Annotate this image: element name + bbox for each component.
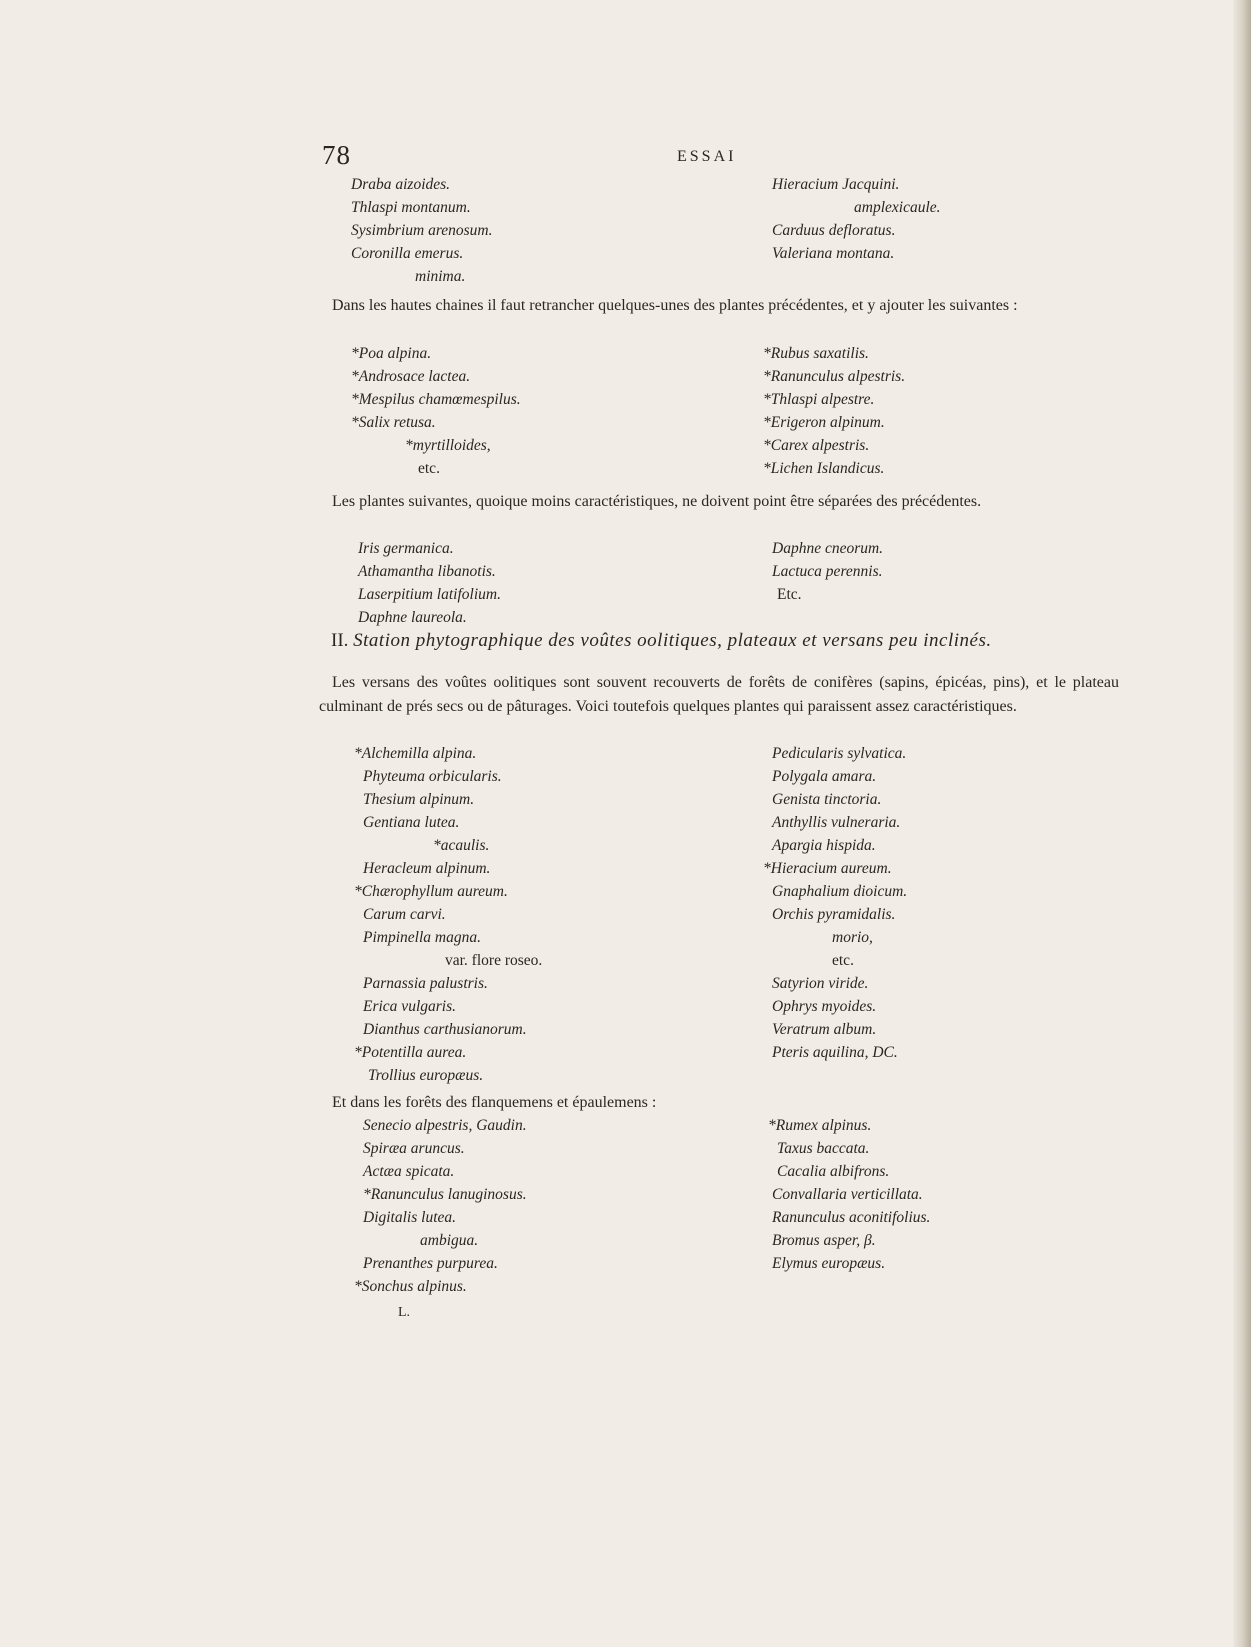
list-item: *Alchemilla alpina. xyxy=(354,745,477,762)
list-item: Sysimbrium arenosum. xyxy=(351,222,493,239)
list-item: Draba aizoides. xyxy=(351,176,451,193)
list-item: Digitalis lutea. xyxy=(363,1209,456,1226)
list-item: Gentiana lutea. xyxy=(363,814,460,831)
list-item: Ophrys myoides. xyxy=(772,998,877,1015)
list-item: *Lichen Islandicus. xyxy=(763,460,885,477)
list-row xyxy=(0,929,1251,952)
list-row xyxy=(0,540,1251,563)
list-row xyxy=(0,1278,1251,1301)
list-item: Laserpitium latifolium. xyxy=(358,586,501,603)
list-item: *Poa alpina. xyxy=(351,345,432,362)
list-row xyxy=(0,998,1251,1021)
list-item: Parnassia palustris. xyxy=(363,975,488,992)
list-row xyxy=(0,745,1251,768)
list-item: *Sonchus alpinus. xyxy=(354,1278,467,1295)
list-item: *Erigeron alpinum. xyxy=(763,414,885,431)
list-item: Phyteuma orbicularis. xyxy=(363,768,502,785)
list-item: Anthyllis vulneraria. xyxy=(772,814,901,831)
list-row xyxy=(0,837,1251,860)
list-item: Apargia hispida. xyxy=(772,837,876,854)
list-row xyxy=(0,906,1251,929)
list-row xyxy=(0,952,1251,975)
list-item: *Thlaspi alpestre. xyxy=(763,391,875,408)
list-item: Carduus defloratus. xyxy=(772,222,896,239)
list-row xyxy=(0,586,1251,609)
list-item: *Chærophyllum aureum. xyxy=(354,883,508,900)
list-row xyxy=(0,563,1251,586)
signature-row xyxy=(0,1305,1251,1328)
list-item: Ranunculus aconitifolius. xyxy=(772,1209,931,1226)
list-row xyxy=(0,245,1251,268)
list-row xyxy=(0,1255,1251,1278)
list-item: Veratrum album. xyxy=(772,1021,877,1038)
list-item: Bromus asper, β. xyxy=(772,1232,876,1249)
list-item: morio, xyxy=(832,929,873,946)
list-item: etc. xyxy=(418,460,440,477)
list-row xyxy=(0,883,1251,906)
list-item: *Carex alpestris. xyxy=(763,437,870,454)
list-item: Valeriana montana. xyxy=(772,245,895,262)
list-item: Senecio alpestris, Gaudin. xyxy=(363,1117,527,1134)
list-item: *Androsace lactea. xyxy=(351,368,471,385)
list-item: Elymus europæus. xyxy=(772,1255,886,1272)
signature: L. xyxy=(398,1305,411,1320)
list-row xyxy=(0,609,1251,632)
list-item: Spiræa aruncus. xyxy=(363,1140,465,1157)
paragraph: Les plantes suivantes, quoique moins caractéristiques, ne doivent point être séparées des précédentes. xyxy=(332,493,982,510)
list-item: Actæa spicata. xyxy=(363,1163,455,1180)
list-item: Hieracium Jacquini. xyxy=(772,176,900,193)
list-item: *Ranunculus lanuginosus. xyxy=(363,1186,527,1203)
list-item: *Mespilus chamœmespilus. xyxy=(351,391,521,408)
list-item: Iris germanica. xyxy=(358,540,454,557)
list-item: Thesium alpinum. xyxy=(363,791,475,808)
list-item: Pedicularis sylvatica. xyxy=(772,745,907,762)
list-row xyxy=(0,768,1251,791)
section-heading xyxy=(331,630,1121,652)
list-item: *Rubus saxatilis. xyxy=(763,345,869,362)
list-item: Daphne cneorum. xyxy=(772,540,884,557)
list-item: Etc. xyxy=(777,586,802,603)
list-item: Athamantha libanotis. xyxy=(358,563,496,580)
list-item: Genista tinctoria. xyxy=(772,791,882,808)
page-header xyxy=(0,140,1251,172)
list-item: var. flore roseo. xyxy=(445,952,543,969)
paragraph: Dans les hautes chaines il faut retrancher quelques-unes des plantes précédentes, et y ajouter les suivantes : xyxy=(332,297,1018,314)
list-row xyxy=(0,391,1251,414)
list-item: *Hieracium aureum. xyxy=(763,860,892,877)
list-item: Heracleum alpinum. xyxy=(363,860,491,877)
list-item: Dianthus carthusianorum. xyxy=(363,1021,527,1038)
list-item: Thlaspi montanum. xyxy=(351,199,471,216)
list-item: Daphne laureola. xyxy=(358,609,467,626)
paragraph: Et dans les forêts des flanquemens et épaulemens : xyxy=(332,1094,657,1111)
list-item: *acaulis. xyxy=(433,837,490,854)
section-numeral: II. xyxy=(331,630,349,651)
list-row xyxy=(0,814,1251,837)
list-row xyxy=(0,1067,1251,1090)
list-row xyxy=(0,1232,1251,1255)
list-item: minima. xyxy=(415,268,466,285)
list-item: amplexicaule. xyxy=(854,199,941,216)
list-row xyxy=(0,1209,1251,1232)
list-item: Polygala amara. xyxy=(772,768,877,785)
list-item: *Potentilla aurea. xyxy=(354,1044,467,1061)
list-item: *Ranunculus alpestris. xyxy=(763,368,906,385)
list-row xyxy=(0,437,1251,460)
list-row xyxy=(0,791,1251,814)
list-item: Coronilla emerus. xyxy=(351,245,464,262)
list-row xyxy=(0,368,1251,391)
list-row xyxy=(0,199,1251,222)
list-item: Convallaria verticillata. xyxy=(772,1186,923,1203)
list-item: Taxus baccata. xyxy=(777,1140,870,1157)
page-number: 78 xyxy=(322,140,351,170)
list-row xyxy=(0,1021,1251,1044)
running-head: ESSAI xyxy=(677,148,737,165)
list-item: Pimpinella magna. xyxy=(363,929,481,946)
list-item: Gnaphalium dioicum. xyxy=(772,883,908,900)
list-item: Trollius europæus. xyxy=(368,1067,484,1084)
list-item: Satyrion viride. xyxy=(772,975,869,992)
list-row xyxy=(0,176,1251,199)
list-row xyxy=(0,975,1251,998)
list-item: Prenanthes purpurea. xyxy=(363,1255,498,1272)
list-item: *Rumex alpinus. xyxy=(768,1117,872,1134)
list-row xyxy=(0,460,1251,483)
list-row xyxy=(0,1186,1251,1209)
list-row xyxy=(0,414,1251,437)
list-item: Pteris aquilina, DC. xyxy=(772,1044,898,1061)
list-item: Orchis pyramidalis. xyxy=(772,906,896,923)
list-item: Cacalia albifrons. xyxy=(777,1163,890,1180)
list-row xyxy=(0,345,1251,368)
list-item: *myrtilloides, xyxy=(405,437,491,454)
list-item: *Salix retusa. xyxy=(351,414,436,431)
list-item: etc. xyxy=(832,952,854,969)
list-row xyxy=(0,860,1251,883)
list-item: Lactuca perennis. xyxy=(772,563,883,580)
list-row xyxy=(0,1044,1251,1067)
list-item: Erica vulgaris. xyxy=(363,998,456,1015)
list-item: ambigua. xyxy=(420,1232,479,1249)
list-row xyxy=(0,1163,1251,1186)
section-title: Station phytographique des voûtes oolitiques, plateaux et versans peu inclinés. xyxy=(353,630,992,651)
list-row xyxy=(0,268,1251,291)
paragraph: Les versans des voûtes oolitiques sont souvent recouverts de forêts de conifères (sapins, épicéas, pins), et le plateau culminant de prés secs ou de pâturages. Voici toutefois quelques plantes qui paraissent assez caractéristiques. xyxy=(319,674,1119,715)
list-row xyxy=(0,222,1251,245)
list-row xyxy=(0,1140,1251,1163)
list-item: Carum carvi. xyxy=(363,906,446,923)
list-row xyxy=(0,1117,1251,1140)
